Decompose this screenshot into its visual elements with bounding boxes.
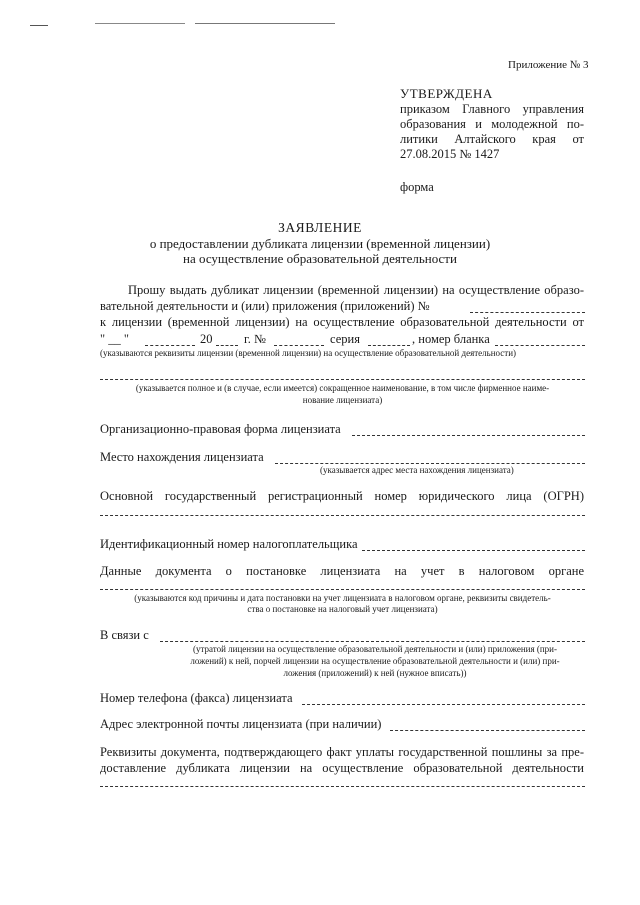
year-prefix: 20 <box>200 332 213 346</box>
reason-caption: (утратой лицензии на осуществление образовательной деятельности и (или) приложения (при- <box>192 644 557 654</box>
approval-line: образования и молодежной по- <box>400 117 584 131</box>
reason-field[interactable] <box>160 641 585 642</box>
legal-form-field[interactable] <box>352 435 585 436</box>
scan-artifact <box>195 23 335 24</box>
blank-number-label: , номер бланка <box>412 332 490 346</box>
tax-caption: ства о постановке на налоговый учет лицензиата) <box>247 604 438 614</box>
document-title: ЗАЯВЛЕНИЕ <box>278 220 362 235</box>
fee-field[interactable] <box>100 786 585 787</box>
blank-number-field[interactable] <box>495 345 585 346</box>
reason-label: В связи с <box>100 628 149 642</box>
tax-doc-field[interactable] <box>100 589 585 590</box>
series-field[interactable] <box>368 345 410 346</box>
request-text: Прошу выдать дубликат лицензии (временной лицензии) на осуществление образо- <box>128 283 584 297</box>
month-field[interactable] <box>145 345 195 346</box>
ogrn-field[interactable] <box>100 515 585 516</box>
inn-field[interactable] <box>362 550 585 551</box>
name-caption: нование лицензиата) <box>302 395 383 405</box>
name-caption: (указывается полное и (в случае, если имеется) сокращенное наименование, в том числе фирменное наиме- <box>135 383 550 393</box>
email-label: Адрес электронной почты лицензиата (при наличии) <box>100 717 382 731</box>
legal-form-label: Организационно-правовая форма лицензиата <box>100 422 341 436</box>
approval-line: 27.08.2015 № 1427 <box>400 147 500 161</box>
scan-artifact <box>30 25 48 26</box>
series-label: серия <box>330 332 360 346</box>
document-subtitle: о предоставлении дубликата лицензии (временной лицензии) <box>149 236 491 251</box>
date-quote: " __ " <box>100 332 129 346</box>
approval-title: УТВЕРЖДЕНА <box>400 86 493 101</box>
inn-label: Идентификационный номер налогоплательщика <box>100 537 358 551</box>
year-field[interactable] <box>216 345 238 346</box>
location-label: Место нахождения лицензиата <box>100 450 264 464</box>
licensee-name-field[interactable] <box>100 379 585 380</box>
phone-field[interactable] <box>302 704 585 705</box>
tax-doc-label: Данные документа о постановке лицензиата на учет в налоговом органе <box>100 564 584 578</box>
approval-line: приказом Главного управления <box>400 102 584 116</box>
reason-caption: ложений) к ней, порчей лицензии на осуществление образовательной деятельности и (или) при- <box>190 656 560 666</box>
location-caption: (указывается адрес места нахождения лицензиата) <box>320 465 514 475</box>
fee-label: Реквизиты документа, подтверждающего факт уплаты государственной пошлины за пре- <box>100 745 584 759</box>
phone-label: Номер телефона (факса) лицензиата <box>100 691 293 705</box>
reason-caption: ложения (приложений) к ней (нужное вписать)) <box>283 668 467 678</box>
request-text: к лицензии (временной лицензии) на осуществление образовательной деятельности от <box>100 315 584 329</box>
appendix-number-field[interactable] <box>470 312 585 313</box>
fee-label: доставление дубликата лицензии на осуществление образовательной деятельности <box>100 761 584 775</box>
appendix-label: Приложение № 3 <box>508 59 589 71</box>
form-label: форма <box>400 180 434 194</box>
tax-caption: (указываются код причины и дата постановки на учет лицензиата в налоговом органе, реквизиты свидетель- <box>134 593 551 603</box>
requisites-caption: (указываются реквизиты лицензии (временной лицензии) на осуществление образовательной деятельности) <box>100 348 517 358</box>
number-label: г. № <box>244 332 266 346</box>
scan-artifact <box>95 23 185 24</box>
email-field[interactable] <box>390 730 585 731</box>
approval-line: литики Алтайского края от <box>400 132 584 146</box>
document-subtitle: на осуществление образовательной деятельности <box>183 251 457 266</box>
license-number-field[interactable] <box>274 345 324 346</box>
request-text: вательной деятельности и (или) приложения (приложений) № <box>100 299 430 313</box>
ogrn-label: Основной государственный регистрационный номер юридического лица (ОГРН) <box>100 489 584 503</box>
